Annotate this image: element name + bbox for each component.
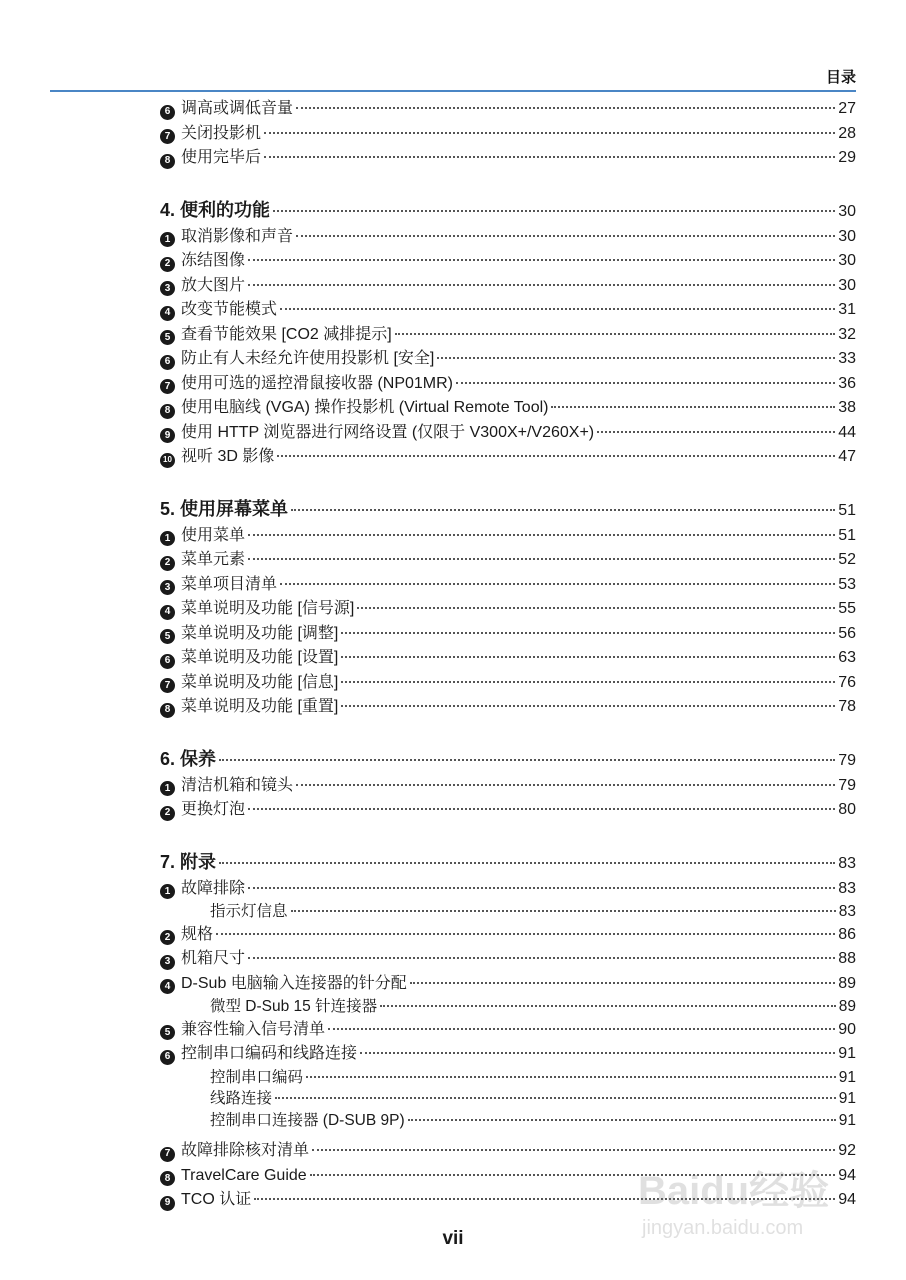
item-number-badge: 6: [160, 105, 175, 120]
toc-entry-title: 关闭投影机: [181, 124, 262, 142]
toc-page-number: 56: [838, 624, 856, 642]
toc-item-row[interactable]: [160, 524, 856, 549]
toc-item-row[interactable]: [160, 877, 856, 902]
toc-page-number: 63: [838, 649, 856, 666]
toc-entry-title: 控制串口连接器 (D-SUB 9P): [210, 1111, 405, 1129]
toc-entry-title: 线路连接: [210, 1090, 273, 1107]
item-number-badge: 5: [160, 330, 175, 345]
toc-page-number: 38: [838, 399, 856, 416]
dot-leader: [275, 1097, 836, 1099]
item-number-badge: 7: [160, 1147, 175, 1162]
dot-leader: [597, 431, 835, 433]
toc-page-number: 92: [838, 1142, 856, 1159]
toc-entry-title: TCO 认证: [181, 1191, 252, 1208]
dot-leader: [341, 632, 835, 634]
toc-page-number: 29: [838, 149, 856, 166]
toc-chapter-row[interactable]: [160, 847, 856, 877]
toc-page-number: 90: [838, 1020, 856, 1038]
table-of-contents: [160, 97, 856, 1213]
toc-entry-title: 使用电脑线 (VGA) 操作投影机 (Virtual Remote Tool): [181, 399, 549, 416]
toc-item-row[interactable]: [160, 548, 856, 573]
toc-entry-title: 故障排除: [181, 879, 246, 897]
dot-leader: [280, 583, 835, 585]
toc-item-row[interactable]: [160, 146, 856, 171]
toc-page-number: 86: [838, 925, 856, 943]
dot-leader: [360, 1052, 835, 1054]
toc-item-row[interactable]: [160, 298, 856, 323]
toc-subitem-row[interactable]: [160, 1088, 856, 1110]
toc-page-number: 52: [838, 551, 856, 568]
dot-leader: [219, 862, 835, 864]
toc-item-row[interactable]: [160, 1018, 856, 1043]
toc-page-number: 91: [838, 1090, 856, 1107]
toc-page-number: 88: [838, 950, 856, 967]
baidu-watermark: [628, 1146, 858, 1246]
toc-item-row[interactable]: [160, 97, 856, 122]
dot-leader: [277, 455, 835, 457]
toc-page-number: 32: [838, 325, 856, 343]
toc-entry-title: 清洁机箱和镜头: [181, 776, 294, 794]
item-number-badge: 7: [160, 129, 175, 144]
item-number-badge: 2: [160, 930, 175, 945]
toc-entry-title: 6. 保养: [160, 748, 217, 769]
toc-page-number: 91: [838, 1045, 856, 1062]
toc-page-number: 79: [838, 751, 856, 769]
toc-entry-title: 菜单说明及功能 [调整]: [181, 624, 339, 642]
item-number-badge: 9: [160, 1196, 175, 1211]
toc-page-number: 83: [838, 854, 856, 872]
item-number-badge: 8: [160, 154, 175, 169]
item-number-badge: 7: [160, 678, 175, 693]
item-number-badge: 6: [160, 1050, 175, 1065]
toc-page-number: 44: [838, 423, 856, 441]
section-title: 目录: [825, 69, 856, 86]
toc-page-number: 36: [838, 374, 856, 392]
page-number: vii: [442, 1228, 464, 1249]
item-number-badge: 5: [160, 1025, 175, 1040]
item-number-badge: 4: [160, 306, 175, 321]
toc-entry-title: 冻结图像: [181, 252, 246, 269]
toc-entry-title: 改变节能模式: [181, 301, 278, 318]
item-number-badge: 3: [160, 281, 175, 296]
toc-page-number: 76: [838, 673, 856, 691]
dot-leader: [248, 534, 835, 536]
toc-page-number: 28: [838, 124, 856, 142]
toc-entry-title: 视听 3D 影像: [181, 448, 275, 465]
toc-page-number: 83: [838, 879, 856, 897]
toc-subitem-row[interactable]: [160, 1110, 856, 1132]
toc-subitem-row[interactable]: [160, 996, 856, 1018]
dot-leader: [357, 607, 835, 609]
item-number-badge: 2: [160, 806, 175, 821]
dot-leader: [437, 357, 835, 359]
dot-leader: [551, 406, 835, 408]
toc-page-number: 83: [838, 903, 856, 920]
dot-leader: [219, 759, 835, 761]
dot-leader: [273, 210, 835, 212]
item-number-badge: 10: [160, 453, 175, 468]
toc-item-row[interactable]: [160, 774, 856, 799]
item-number-badge: 6: [160, 654, 175, 669]
toc-chapter-row[interactable]: [160, 744, 856, 774]
item-number-badge: 1: [160, 531, 175, 546]
toc-item-row[interactable]: [160, 323, 856, 348]
toc-entry-title: 控制串口编码和线路连接: [181, 1045, 358, 1062]
dot-leader: [248, 259, 835, 261]
dot-leader: [248, 808, 835, 810]
dot-leader: [296, 784, 835, 786]
toc-entry-title: 规格: [181, 925, 214, 943]
toc-entry-title: 微型 D-Sub 15 针连接器: [210, 998, 378, 1015]
toc-chapter-row[interactable]: [160, 494, 856, 524]
item-number-badge: 3: [160, 580, 175, 595]
toc-item-row[interactable]: [160, 671, 856, 696]
toc-entry-title: 菜单说明及功能 [信息]: [181, 673, 339, 691]
toc-page-number: 80: [838, 801, 856, 818]
section-spacer: [160, 720, 856, 744]
toc-entry-title: 使用完毕后: [181, 149, 262, 166]
toc-item-row[interactable]: [160, 646, 856, 671]
item-number-badge: 8: [160, 404, 175, 419]
dot-leader: [341, 681, 835, 683]
dot-leader: [248, 558, 835, 560]
dot-leader: [264, 156, 835, 158]
toc-entry-title: 4. 便利的功能: [160, 199, 271, 220]
toc-item-row[interactable]: [160, 225, 856, 250]
item-number-badge: 1: [160, 232, 175, 247]
dot-leader: [341, 705, 835, 707]
toc-entry-title: 调高或调低音量: [181, 100, 294, 117]
dot-leader: [216, 933, 835, 935]
toc-page-number: 89: [838, 998, 856, 1015]
toc-entry-title: 故障排除核对清单: [181, 1142, 310, 1159]
toc-entry-title: 使用可选的遥控滑鼠接收器 (NP01MR): [181, 374, 454, 392]
toc-item-row[interactable]: [160, 923, 856, 948]
item-number-badge: 7: [160, 379, 175, 394]
section-spacer: [160, 470, 856, 494]
dot-leader: [296, 107, 835, 109]
toc-item-row[interactable]: [160, 1042, 856, 1067]
toc-entry-title: 查看节能效果 [CO2 减排提示]: [181, 325, 392, 343]
toc-page-number: 47: [838, 448, 856, 465]
toc-item-row[interactable]: [160, 695, 856, 720]
dot-leader: [410, 982, 835, 984]
toc-item-row[interactable]: [160, 249, 856, 274]
toc-page-number: 94: [838, 1191, 856, 1208]
toc-chapter-row[interactable]: [160, 195, 856, 225]
toc-item-row[interactable]: [160, 573, 856, 598]
dot-leader: [280, 308, 835, 310]
dot-leader: [395, 333, 836, 335]
toc-item-row[interactable]: [160, 798, 856, 823]
toc-page-number: 94: [838, 1166, 856, 1184]
item-number-badge: 9: [160, 428, 175, 443]
toc-item-row[interactable]: [160, 947, 856, 972]
dot-leader: [380, 1005, 836, 1007]
item-number-badge: 8: [160, 1171, 175, 1186]
toc-page-number: 51: [838, 501, 856, 519]
item-number-badge: 8: [160, 703, 175, 718]
toc-entry-title: 兼容性输入信号清单: [181, 1020, 326, 1038]
header-divider: [50, 90, 856, 92]
toc-entry-title: 指示灯信息: [210, 903, 288, 920]
toc-subitem-row[interactable]: [160, 1067, 856, 1089]
toc-page-number: 30: [838, 227, 856, 245]
dot-leader: [328, 1028, 835, 1030]
toc-entry-title: 菜单项目清单: [181, 575, 278, 593]
toc-page-number: 89: [838, 974, 856, 992]
dot-leader: [291, 509, 835, 511]
toc-entry-title: 更换灯泡: [181, 801, 246, 818]
toc-entry-title: 菜单说明及功能 [信号源]: [181, 600, 355, 617]
toc-entry-title: 控制串口编码: [210, 1068, 304, 1086]
toc-item-row[interactable]: [160, 622, 856, 647]
dot-leader: [341, 656, 835, 658]
toc-page-number: 27: [838, 100, 856, 117]
toc-page-number: 33: [838, 350, 856, 367]
toc-page-number: 31: [838, 301, 856, 318]
toc-item-row[interactable]: [160, 396, 856, 421]
toc-entry-title: 放大图片: [181, 276, 246, 294]
toc-entry-title: 使用 HTTP 浏览器进行网络设置 (仅限于 V300X+/V260X+): [181, 423, 595, 441]
dot-leader: [264, 132, 835, 134]
toc-subitem-row[interactable]: [160, 901, 856, 923]
toc-item-row[interactable]: [160, 122, 856, 147]
item-number-badge: 1: [160, 781, 175, 796]
watermark-url: jingyan.baidu.com: [642, 1217, 804, 1239]
toc-entry-title: 使用菜单: [181, 526, 246, 544]
toc-entry-title: 菜单说明及功能 [重置]: [181, 698, 339, 715]
dot-leader: [248, 957, 835, 959]
toc-item-row[interactable]: [160, 421, 856, 446]
item-number-badge: 4: [160, 605, 175, 620]
toc-entry-title: 机箱尺寸: [181, 950, 246, 967]
toc-page-number: 30: [838, 252, 856, 269]
dot-leader: [456, 382, 835, 384]
toc-page-number: 91: [838, 1111, 856, 1129]
toc-page-number: 78: [838, 698, 856, 715]
dot-leader: [408, 1119, 836, 1121]
toc-item-row[interactable]: [160, 972, 856, 997]
toc-page-number: 91: [838, 1068, 856, 1086]
toc-entry-title: 取消影像和声音: [181, 227, 294, 245]
dot-leader: [296, 235, 835, 237]
toc-entry-title: TravelCare Guide: [181, 1166, 307, 1184]
toc-item-row[interactable]: [160, 347, 856, 372]
dot-leader: [306, 1076, 836, 1078]
item-number-badge: 4: [160, 979, 175, 994]
section-spacer: [160, 823, 856, 847]
toc-entry-title: D-Sub 电脑输入连接器的针分配: [181, 974, 407, 992]
toc-item-row[interactable]: [160, 372, 856, 397]
item-number-badge: 1: [160, 884, 175, 899]
toc-page-number: 55: [838, 600, 856, 617]
toc-page-number: 53: [838, 575, 856, 593]
toc-page-number: 30: [838, 276, 856, 294]
watermark-logo-text: Baidu经验: [638, 1169, 830, 1213]
toc-item-row[interactable]: [160, 597, 856, 622]
toc-item-row[interactable]: [160, 445, 856, 470]
toc-item-row[interactable]: [160, 274, 856, 299]
toc-entry-title: 5. 使用屏幕菜单: [160, 498, 289, 519]
item-number-badge: 2: [160, 257, 175, 272]
toc-page-number: 51: [838, 526, 856, 544]
section-spacer: [160, 171, 856, 195]
toc-entry-title: 菜单说明及功能 [设置]: [181, 649, 339, 666]
dot-leader: [291, 910, 836, 912]
item-number-badge: 5: [160, 629, 175, 644]
item-number-badge: 2: [160, 556, 175, 571]
dot-leader: [248, 284, 835, 286]
toc-entry-title: 菜单元素: [181, 551, 246, 568]
toc-entry-title: 7. 附录: [160, 851, 217, 872]
toc-page-number: 30: [838, 202, 856, 220]
item-number-badge: 6: [160, 355, 175, 370]
toc-entry-title: 防止有人未经允许使用投影机 [安全]: [181, 350, 435, 367]
toc-page-number: 79: [838, 776, 856, 794]
dot-leader: [248, 887, 835, 889]
section-spacer: [160, 1131, 856, 1139]
item-number-badge: 3: [160, 955, 175, 970]
